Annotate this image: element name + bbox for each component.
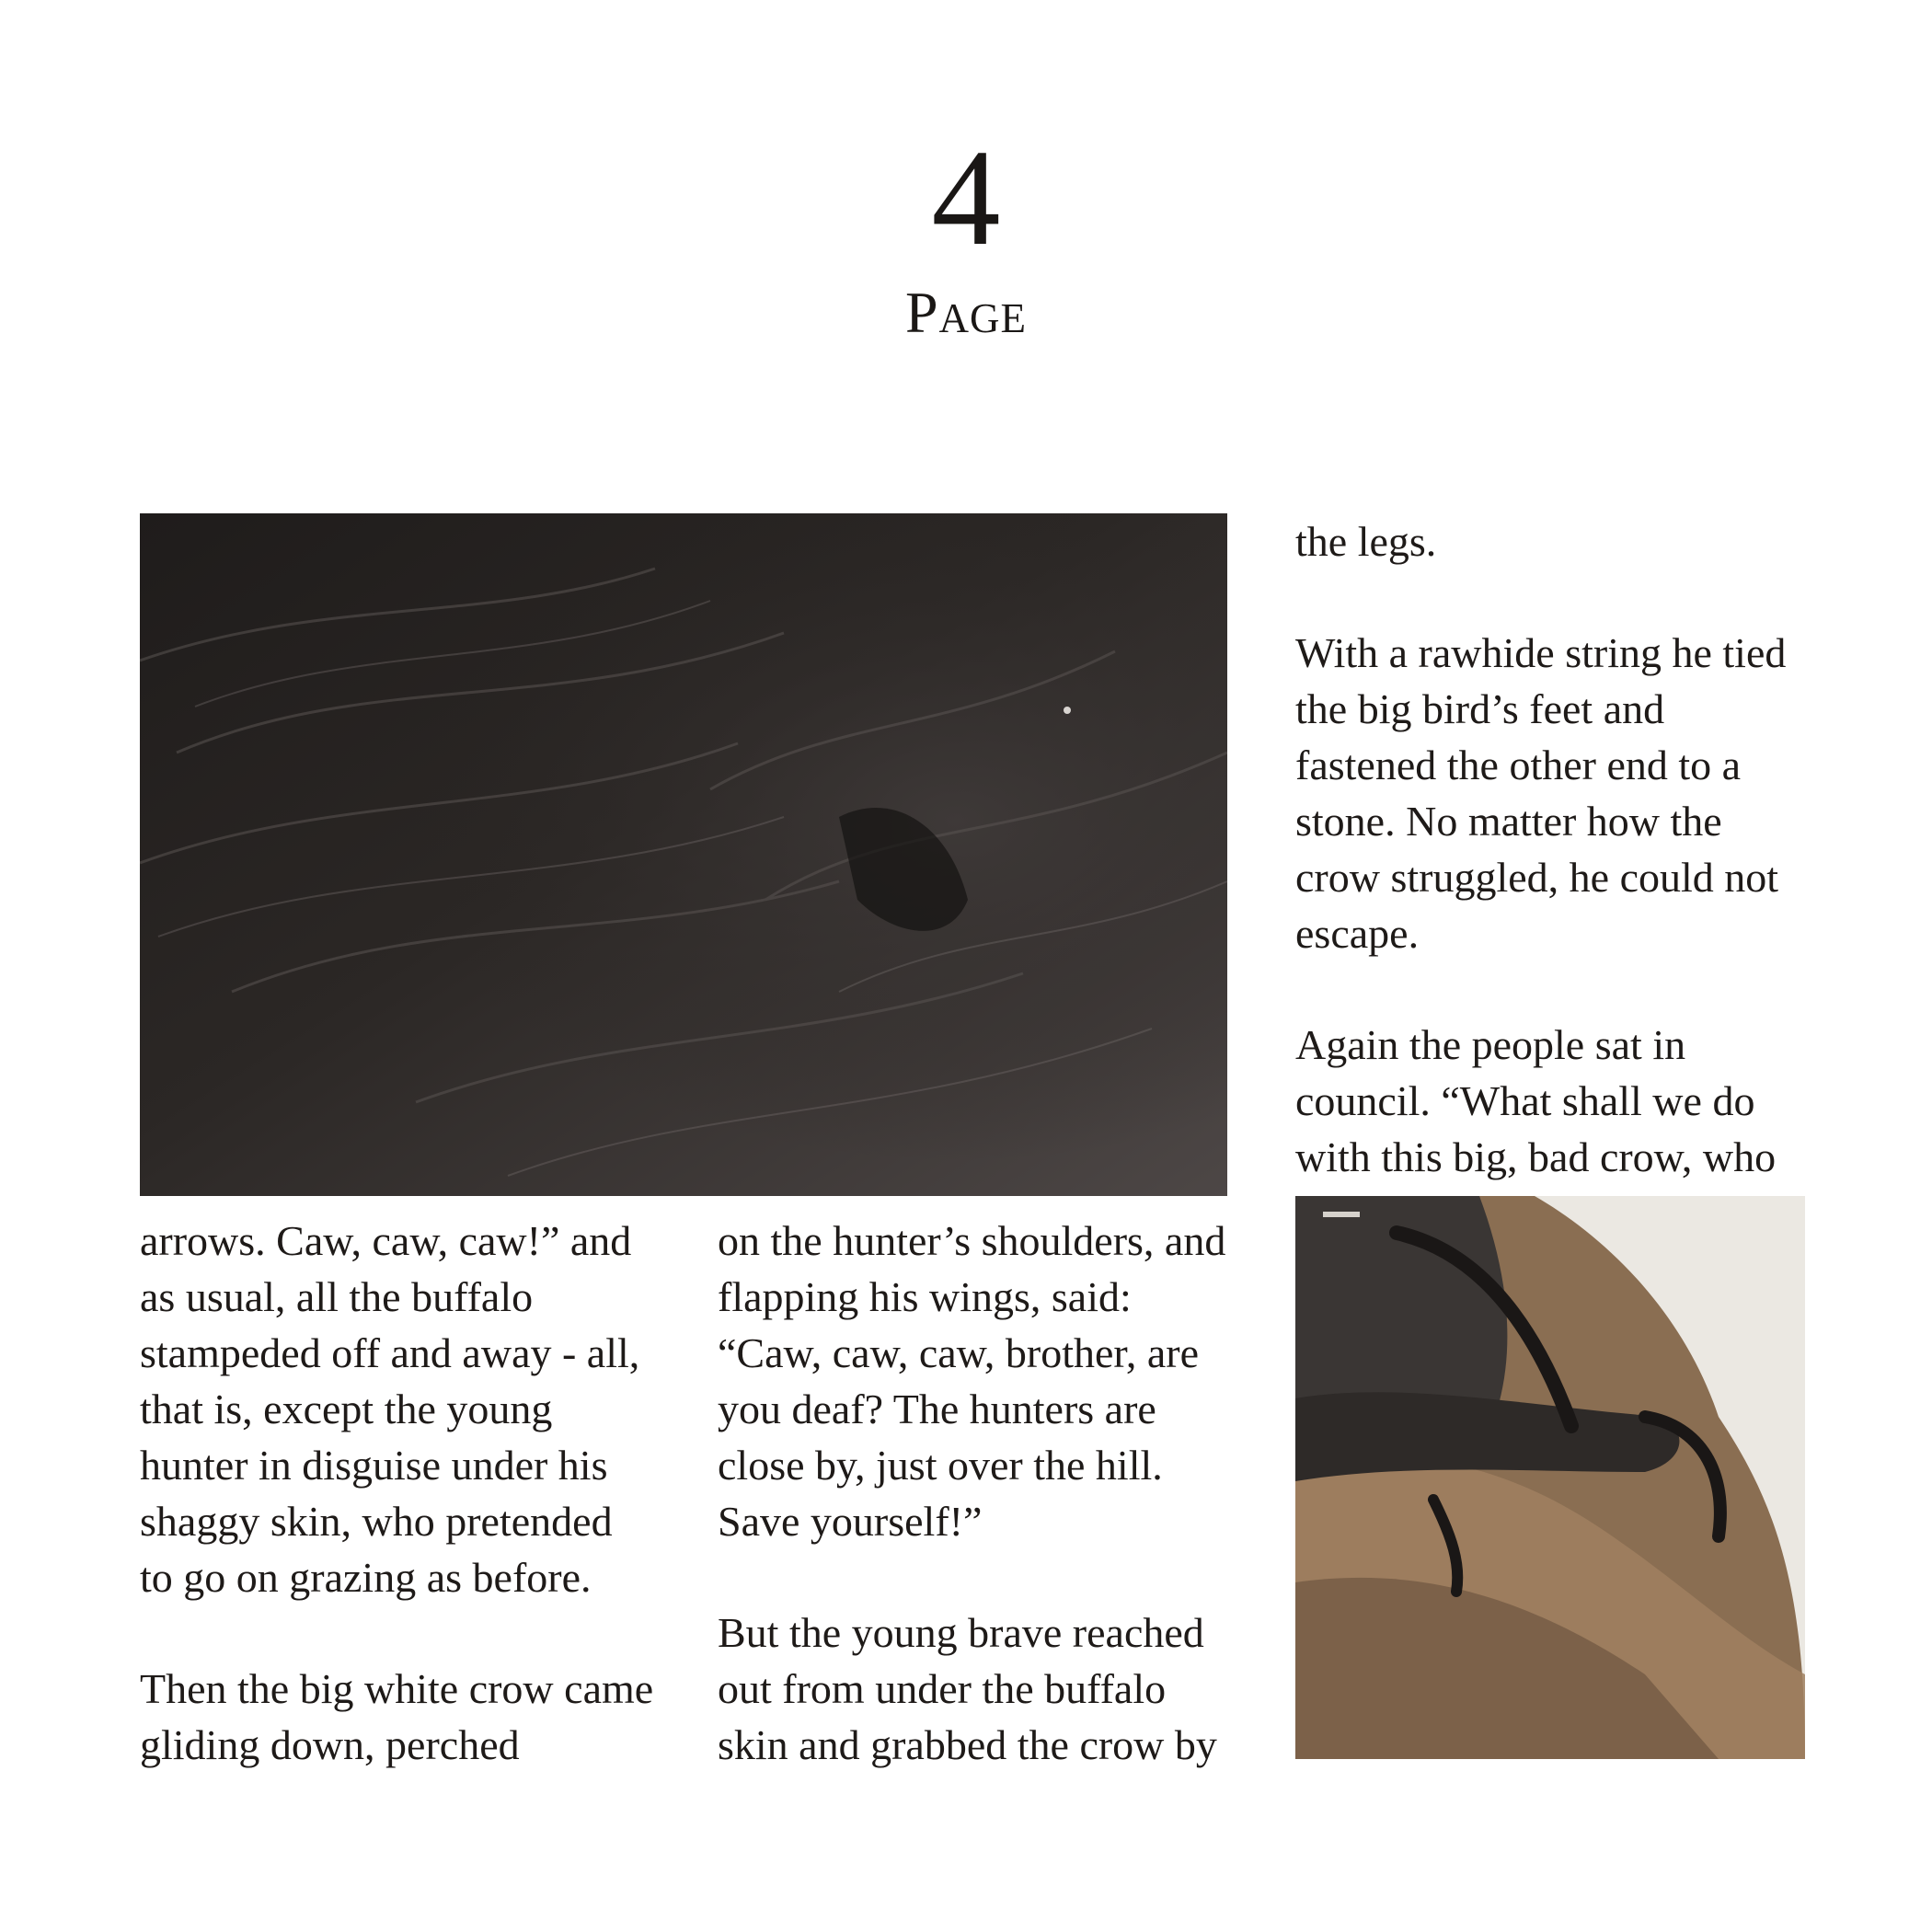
paragraph: With a rawhide string he tied the big bird’s feet and fastened the other end to a stone. No matter how the crow struggled, he could not escape. [1295,629,1787,957]
text-column-2 [718,1213,1242,1828]
paragraph: Then the big white crow came gliding down, perched [140,1665,654,1768]
buffalo-fur-photo [140,513,1227,1196]
text-column-1 [140,1213,655,1828]
paragraph: Again the people sat in council. “What shall we do with this big, bad crow, who [1295,1021,1777,1180]
paragraph: arrows. Caw, caw, caw!” and as usual, all the buffalo stampeded off and away - all, that is, except the young hunter in disguise under his shaggy skin, who pretended to go on grazing as before. [140,1217,640,1601]
page-label: Page [904,280,1028,345]
page-number: 4 [931,121,1001,274]
paragraph: the legs. [1295,518,1437,565]
paragraph: But the young brave reached out from under the buffalo skin and grabbed the crow by [718,1609,1217,1768]
crow-talons-photo [1295,1196,1805,1759]
text-column-3 [1295,513,1811,1240]
paragraph: on the hunter’s shoulders, and flapping his wings, said: “Caw, caw, caw, brother, are you deaf? The hunters are close by, just over the hill. Save yourself!” [718,1217,1226,1545]
